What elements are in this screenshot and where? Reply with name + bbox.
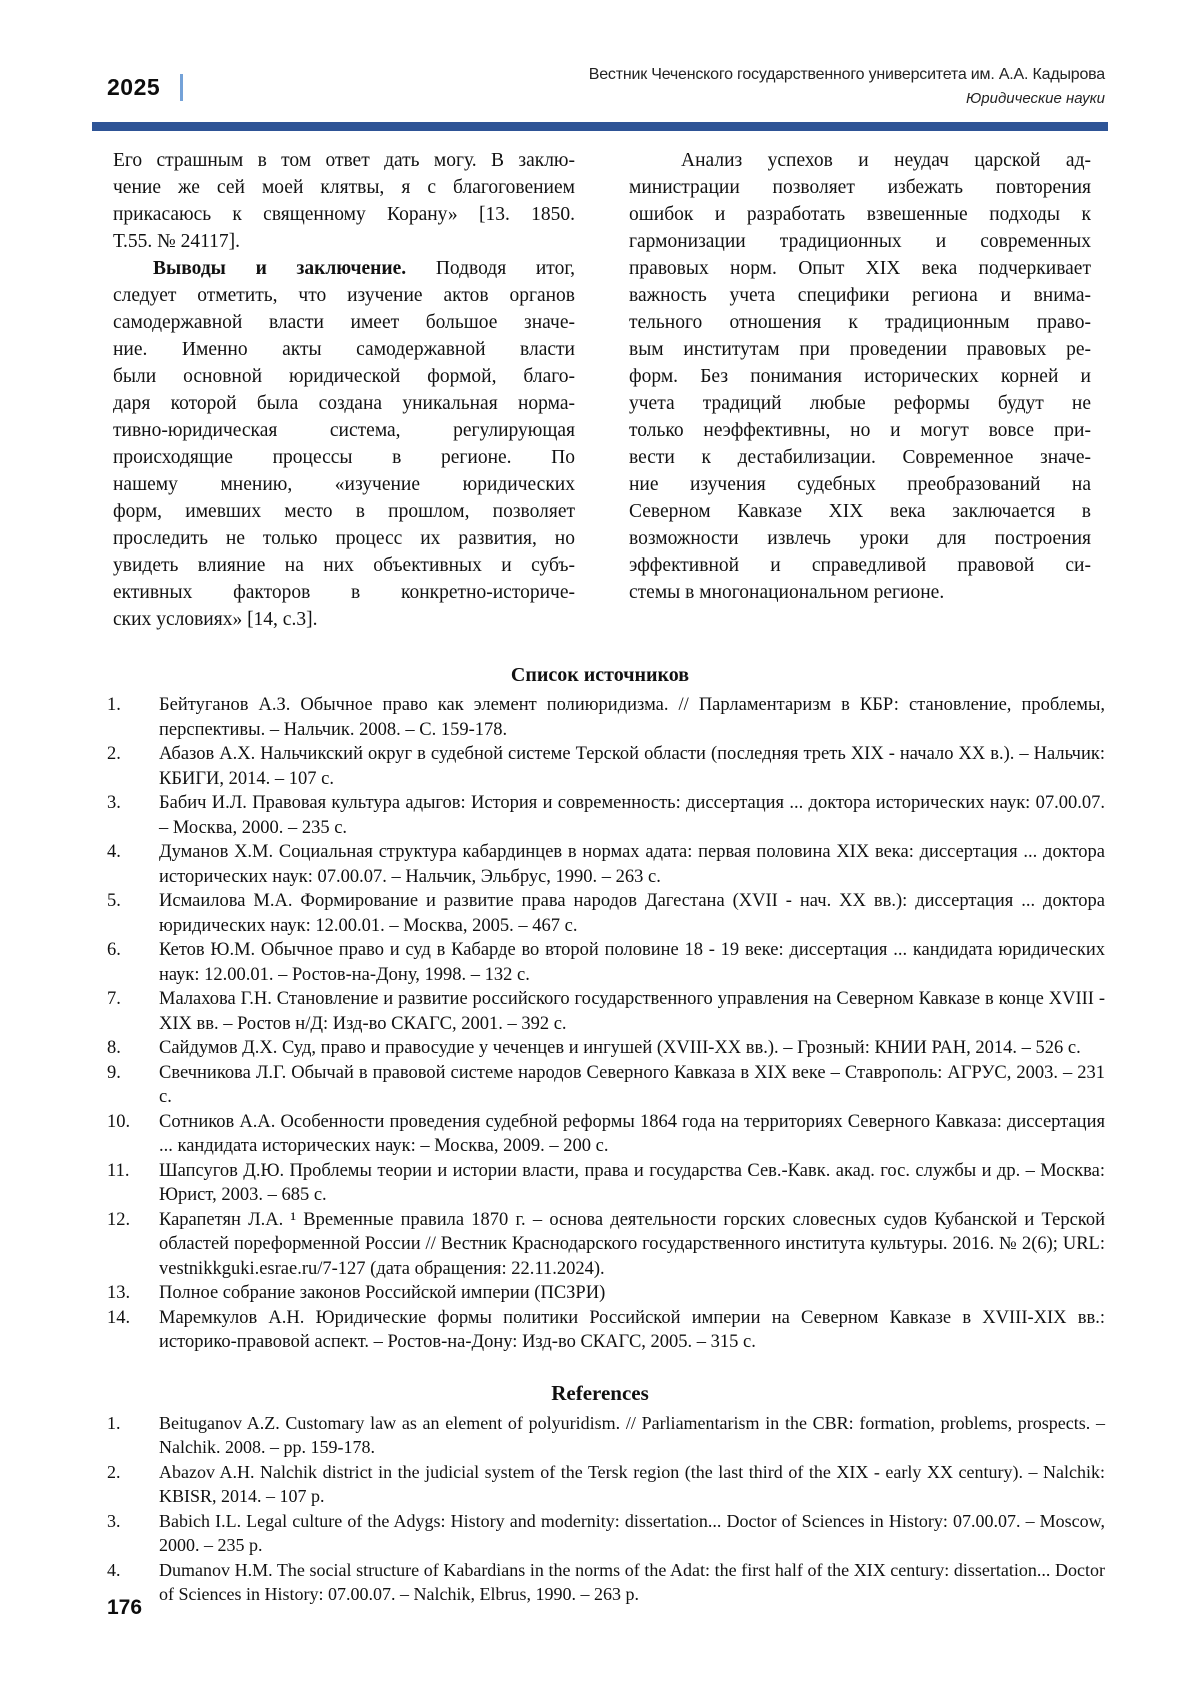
text-line: правовых норм. Опыт XIX века подчеркивает xyxy=(629,258,1091,279)
source-text: Абазов А.Х. Нальчикский округ в судебной системе Терской области (последняя треть XIX - начало XX в.). – Нальчик: КБИГИ, 2014. – 107 с. xyxy=(159,744,1105,789)
source-text: Свечникова Л.Г. Обычай в правовой системе народов Северного Кавказа в XIX веке – Ставрополь: АГРУС, 2003. – 231 с. xyxy=(159,1062,1105,1107)
source-text: Шапсугов Д.Ю. Проблемы теории и истории власти, права и государства Сев.-Кавк. акад. гос. службы и др. – Москва: Юрист, 2003. – 685 с. xyxy=(159,1160,1105,1205)
text-line: Т.55. № 24117]. xyxy=(113,231,240,252)
source-number: 6. xyxy=(107,940,121,960)
source-item xyxy=(107,1281,1105,1306)
source-item xyxy=(107,1306,1105,1355)
text-line: гармонизации традиционных и современных xyxy=(629,231,1091,252)
page-number: 176 xyxy=(107,1596,143,1619)
source-item xyxy=(107,1110,1105,1159)
source-number: 10. xyxy=(107,1111,131,1132)
source-text: Малахова Г.Н. Становление и развитие российского государственного управления на Северном Кавказе в конце XVIII - XIX вв. – Ростов н/Д: Изд-во СКАГС, 2001. – 392 с. xyxy=(159,989,1105,1034)
source-number: 4. xyxy=(107,842,121,862)
text-line: проследить не только процесс их развития, но xyxy=(113,528,575,549)
reference-text: Dumanov H.M. The social structure of Kabardians in the norms of the Adat: the first half of the XIX century: dissertation... Doctor of Sciences in History: 07.00.07. – Nalchik, Elbrus, 1990. – 263 p. xyxy=(159,1559,1105,1604)
text-line: ских условиях» [14, с.3]. xyxy=(113,609,318,630)
text-line: возможности извлечь уроки для построения xyxy=(629,528,1091,549)
left-column xyxy=(113,147,575,633)
text-line: вести к дестабилизации. Современное значе- xyxy=(629,447,1091,468)
journal-section-label: Юридические науки xyxy=(965,90,1105,107)
source-item xyxy=(107,938,1105,987)
references-section xyxy=(95,1381,1105,1607)
source-number: 9. xyxy=(107,1062,121,1083)
text-line: Его страшным в том ответ дать могу. В заклю- xyxy=(113,150,575,171)
source-text: Сотников А.А. Особенности проведения судебной реформы 1864 года на территориях Северного Кавказа: диссертация ... кандидата исторических наук: – Москва, 2009. – 200 с. xyxy=(159,1111,1105,1156)
references-list xyxy=(95,1411,1105,1607)
text-line: даря которой была создана уникальная норма- xyxy=(113,393,575,414)
text-line: ективных факторов в конкретно-историче- xyxy=(113,582,575,603)
reference-text: Abazov A.H. Nalchik district in the judicial system of the Tersk region (the last third of the XIX - early XX century). – Nalchik: KBISR, 2014. – 107 p. xyxy=(159,1461,1105,1506)
text-line: только неэффективны, но и могут вовсе при- xyxy=(629,420,1091,441)
year-label: 2025 xyxy=(107,74,161,100)
left-paragraph-2 xyxy=(113,282,575,633)
source-text: Сайдумов Д.Х. Суд, право и правосудие у чеченцев и ингушей (XVIII-XX вв.). – Грозный: КНИИ РАН, 2014. – 526 с. xyxy=(159,1038,1081,1058)
source-text: Думанов Х.М. Социальная структура кабардинцев в нормах адата: первая половина XIX века: диссертация ... доктора исторических наук: 07.00.07. – Нальчик, Эльбрус, 1990. – 263 с. xyxy=(159,842,1105,887)
source-number: 2. xyxy=(107,744,121,764)
source-item xyxy=(107,1036,1105,1061)
sources-heading: Список источников xyxy=(510,664,690,686)
source-number: 3. xyxy=(107,793,121,813)
right-column xyxy=(629,147,1091,633)
source-number: 14. xyxy=(107,1307,131,1328)
conclusion-heading: Выводы и заключение. xyxy=(153,258,407,279)
reference-item xyxy=(107,1558,1105,1607)
source-number: 13. xyxy=(107,1283,131,1303)
text-line: прикасаюсь к священному Корану» [13. 1850. xyxy=(113,204,575,225)
text-line: ошибок и разработать взвешенные подходы к xyxy=(629,204,1091,225)
conclusion-heading-rest: Подводя итог, xyxy=(406,258,575,279)
page-footer xyxy=(107,1596,142,1620)
source-item xyxy=(107,840,1105,889)
text-line: министрации позволяет избежать повторения xyxy=(629,177,1091,198)
sources-list xyxy=(95,693,1105,1355)
source-item xyxy=(107,742,1105,791)
header-rule xyxy=(92,122,1108,131)
source-number: 11. xyxy=(107,1160,130,1181)
text-line: происходящие процессы в регионе. По xyxy=(113,447,575,468)
text-line: важность учета специфики региона и внима- xyxy=(629,285,1091,306)
left-paragraph-1 xyxy=(113,147,575,255)
text-line: Северном Кавказе XIX века заключается в xyxy=(629,501,1091,522)
source-text: Кетов Ю.М. Обычное право и суд в Кабарде во второй половине 18 - 19 веке: диссертация ... кандидата юридических наук: 12.00.01. – Ростов-на-Дону, 1998. – 132 с. xyxy=(159,940,1105,985)
text-line: стемы в многонациональном регионе. xyxy=(629,582,945,603)
text-line: тельного отношения к традиционным право- xyxy=(629,312,1091,333)
reference-number: 2. xyxy=(107,1461,121,1482)
text-line: форм, имевших место в прошлом, позволяет xyxy=(113,501,575,522)
references-heading: References xyxy=(551,1380,649,1405)
source-item xyxy=(107,987,1105,1036)
source-text: Карапетян Л.А. ¹ Временные правила 1870 г. – основа деятельности горских словесных судов Кубанской и Терской областей пореформенной России // Вестник Краснодарского государственного института культуры. 2016. № 2(6); URL: vestnikkguki.esrae.ru/7-127 (дата обращения: 22.11.2024). xyxy=(159,1209,1105,1279)
source-text: Бабич И.Л. Правовая культура адыгов: История и современность: диссертация ... доктора исторических наук: 07.00.07. – Москва, 2000. – 235 с. xyxy=(159,793,1105,838)
text-line: нашему мнению, «изучение юридических xyxy=(113,474,575,495)
source-item xyxy=(107,791,1105,840)
right-paragraph xyxy=(629,147,1091,606)
source-text: Бейтуганов А.З. Обычное право как элемент полиюридизма. // Парламентаризм в КБР: становление, проблемы, перспективы. – Нальчик. 2008. – С. 159-178. xyxy=(159,695,1105,740)
reference-text: Babich I.L. Legal culture of the Adygs: History and modernity: dissertation... Doctor of Sciences in History: 07.00.07. – Moscow, 2000. – 235 p. xyxy=(159,1510,1105,1555)
conclusion-heading-line xyxy=(113,255,575,282)
source-item xyxy=(107,693,1105,742)
source-item xyxy=(107,1159,1105,1208)
source-number: 8. xyxy=(107,1038,121,1058)
reference-item xyxy=(107,1411,1105,1460)
header-divider-bar xyxy=(180,74,183,101)
source-item xyxy=(107,889,1105,938)
source-text: Маремкулов А.Н. Юридические формы политики Российской империи на Северном Кавказе в XVIII-XIX вв.: историко-правовой аспект. – Ростов-на-Дону: Изд-во СКАГС, 2005. – 315 с. xyxy=(159,1307,1105,1352)
reference-number: 1. xyxy=(107,1412,121,1433)
text-line: вым институтам при проведении правовых ре- xyxy=(629,339,1091,360)
text-line: были основной юридической формой, благо- xyxy=(113,366,575,387)
text-line: учета традиций любые реформы будут не xyxy=(629,393,1091,414)
journal-title: Вестник Чеченского государственного университета им. А.А. Кадырова xyxy=(588,66,1105,83)
source-number: 1. xyxy=(107,695,121,715)
reference-number: 4. xyxy=(107,1559,121,1580)
header-left xyxy=(107,74,183,101)
text-line: чение же сей моей клятвы, я с благоговением xyxy=(113,177,575,198)
source-item xyxy=(107,1061,1105,1110)
text-line: эффективной и справедливой правовой си- xyxy=(629,555,1091,576)
reference-item xyxy=(107,1509,1105,1558)
article-body xyxy=(95,147,1105,633)
source-text: Исмаилова М.А. Формирование и развитие права народов Дагестана (XVII - нач. XX вв.): диссертация ... доктора юридических наук: 12.00.01. – Москва, 2005. – 467 с. xyxy=(159,891,1105,936)
reference-item xyxy=(107,1460,1105,1509)
reference-number: 3. xyxy=(107,1510,121,1531)
text-line: тивно-юридическая система, регулирующая xyxy=(113,420,575,441)
text-line: следует отметить, что изучение актов органов xyxy=(113,285,575,306)
text-line: Анализ успехов и неудач царской ад- xyxy=(681,150,1091,171)
text-line: самодержавной власти имеет большое значе- xyxy=(113,312,575,333)
sources-section xyxy=(95,663,1105,1355)
text-line: ние. Именно акты самодержавной власти xyxy=(113,339,575,360)
text-line: увидеть влияние на них объективных и субъ- xyxy=(113,555,575,576)
source-text: Полное собрание законов Российской империи (ПСЗРИ) xyxy=(159,1283,606,1303)
page-header xyxy=(95,64,1105,110)
source-number: 12. xyxy=(107,1209,131,1230)
source-item xyxy=(107,1208,1105,1282)
text-line: ние изучения судебных преобразований на xyxy=(629,474,1091,495)
source-number: 5. xyxy=(107,891,121,911)
text-line: форм. Без понимания исторических корней и xyxy=(629,366,1091,387)
header-right xyxy=(589,64,1105,110)
reference-text: Beituganov A.Z. Customary law as an element of polyuridism. // Parliamentarism in the CBR: formation, problems, prospects. – Nalchik. 2008. – pp. 159-178. xyxy=(159,1412,1105,1457)
source-number: 7. xyxy=(107,989,121,1009)
